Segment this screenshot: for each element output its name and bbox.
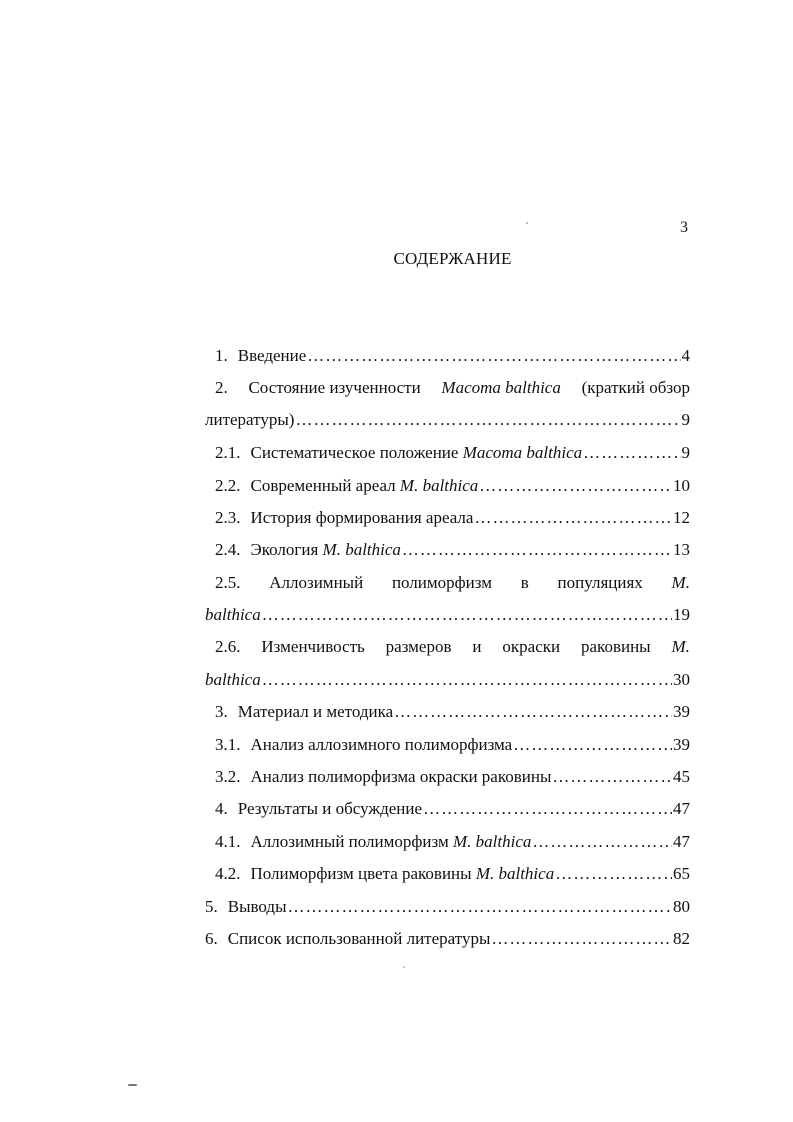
toc-word: раковины <box>581 637 651 656</box>
toc-text: Полиморфизм цвета раковины <box>250 864 472 883</box>
toc-entry-1[interactable] <box>205 344 690 368</box>
toc-entry-2-4[interactable] <box>205 538 690 562</box>
toc-text: Список использованной литературы <box>227 929 491 948</box>
toc-page: 13 <box>673 540 690 559</box>
toc-text: Выводы <box>227 897 287 916</box>
toc-number: 3.1. <box>215 735 241 754</box>
dot-leader <box>474 506 672 530</box>
toc-word: и <box>472 637 482 656</box>
dot-leader <box>307 344 680 368</box>
toc-text: Результаты и обсуждение <box>237 799 423 818</box>
toc-page: 19 <box>673 605 690 624</box>
toc-entry-2-5-continuation[interactable] <box>205 603 690 627</box>
dot-leader <box>402 538 672 562</box>
toc-text: История формирования ареала <box>250 508 474 527</box>
toc-number: 2. <box>215 378 228 397</box>
toc-entry-2-2[interactable] <box>205 474 690 498</box>
dot-leader <box>532 830 672 854</box>
toc-word: размеров <box>385 637 452 656</box>
toc-page: 39 <box>673 702 690 721</box>
toc-entry-6[interactable] <box>205 927 690 951</box>
toc-entry-2-6[interactable] <box>205 635 690 659</box>
toc-number: 2.6. <box>215 637 241 656</box>
toc-page: 47 <box>673 799 690 818</box>
toc-entry-2-1[interactable] <box>205 441 690 465</box>
toc-text: Введение <box>237 346 307 365</box>
dot-leader <box>479 474 672 498</box>
toc-number: 2.4. <box>215 540 241 559</box>
toc-page: 45 <box>673 767 690 786</box>
dot-leader <box>295 408 680 432</box>
toc-word: Изменчивость <box>261 637 365 656</box>
toc-text: Современный ареал <box>250 476 396 495</box>
toc-entry-4[interactable] <box>205 797 690 821</box>
toc-number: 3. <box>215 702 228 721</box>
toc-italic-species: M. balthica <box>399 476 479 495</box>
toc-page: 9 <box>681 410 690 429</box>
toc-text: Состояние изученности <box>248 378 421 397</box>
scan-artifact <box>526 222 528 224</box>
toc-word: в <box>520 573 529 592</box>
dot-leader <box>262 668 672 692</box>
page-number: 3 <box>680 219 688 236</box>
toc-entry-3-1[interactable] <box>205 733 690 757</box>
toc-page: 9 <box>681 443 690 462</box>
toc-word: популяциях <box>557 573 643 592</box>
toc-text: Материал и методика <box>237 702 394 721</box>
toc-page: 47 <box>673 832 690 851</box>
dot-leader <box>262 603 672 627</box>
toc-number: 6. <box>205 929 218 948</box>
scan-artifact <box>403 966 405 968</box>
toc-entry-3[interactable] <box>205 700 690 724</box>
toc-word: окраски <box>502 637 561 656</box>
toc-italic-species: M. balthica <box>475 864 555 883</box>
toc-entry-3-2[interactable] <box>205 765 690 789</box>
dot-leader <box>423 797 672 821</box>
toc-number: 2.1. <box>215 443 241 462</box>
toc-italic-species: Macoma balthica <box>462 443 583 462</box>
toc-page: 65 <box>673 864 690 883</box>
toc-number: 4.1. <box>215 832 241 851</box>
toc-number: 3.2. <box>215 767 241 786</box>
toc-italic-species: balthica <box>205 670 261 689</box>
toc-italic-species: balthica <box>205 605 261 624</box>
toc-text-after: (краткий обзор <box>581 378 690 397</box>
toc-text: Анализ полиморфизма окраски раковины <box>250 767 552 786</box>
toc-entry-4-1[interactable] <box>205 830 690 854</box>
dot-leader <box>583 441 680 465</box>
toc-italic-species: M. balthica <box>453 832 532 851</box>
toc-entry-4-2[interactable] <box>205 862 690 886</box>
toc-italic-species: M. <box>671 573 690 592</box>
toc-page: 82 <box>673 929 690 948</box>
dot-leader <box>288 895 672 919</box>
toc-number: 2.5. <box>215 573 241 592</box>
toc-italic-species: Macoma balthica <box>441 378 561 397</box>
dot-leader <box>513 733 672 757</box>
toc-text: Систематическое положение <box>250 443 459 462</box>
toc-word: полиморфизм <box>391 573 492 592</box>
toc-page: 10 <box>673 476 690 495</box>
toc-number: 5. <box>205 897 218 916</box>
scan-artifact <box>128 1084 137 1086</box>
toc-word: Аллозимный <box>269 573 364 592</box>
toc-number: 4.2. <box>215 864 241 883</box>
toc-text: Аллозимный полиморфизм <box>250 832 449 851</box>
toc-entry-5[interactable] <box>205 895 690 919</box>
dot-leader <box>555 862 672 886</box>
toc-page: 30 <box>673 670 690 689</box>
toc-italic-species: M. balthica <box>322 540 401 559</box>
toc-number: 2.2. <box>215 476 241 495</box>
toc-number: 1. <box>215 346 228 365</box>
toc-number: 2.3. <box>215 508 241 527</box>
toc-page: 80 <box>673 897 690 916</box>
dot-leader <box>552 765 672 789</box>
toc-page: 12 <box>673 508 690 527</box>
page-title: СОДЕРЖАНИЕ <box>393 249 512 268</box>
toc-entry-2-6-continuation[interactable] <box>205 668 690 692</box>
toc-text: Анализ аллозимного полиморфизма <box>250 735 513 754</box>
toc-page: 39 <box>673 735 690 754</box>
toc-number: 4. <box>215 799 228 818</box>
toc-text: Экология <box>250 540 319 559</box>
toc-entry-2[interactable] <box>205 376 690 400</box>
toc-text-cont: литературы) <box>205 410 295 429</box>
toc-page: 4 <box>681 346 690 365</box>
toc-entry-2-3[interactable] <box>205 506 690 530</box>
dot-leader <box>394 700 672 724</box>
toc-entry-2-continuation[interactable] <box>205 408 690 432</box>
dot-leader <box>491 927 672 951</box>
toc-entry-2-5[interactable] <box>205 571 690 595</box>
toc-italic-species: M. <box>671 637 690 656</box>
